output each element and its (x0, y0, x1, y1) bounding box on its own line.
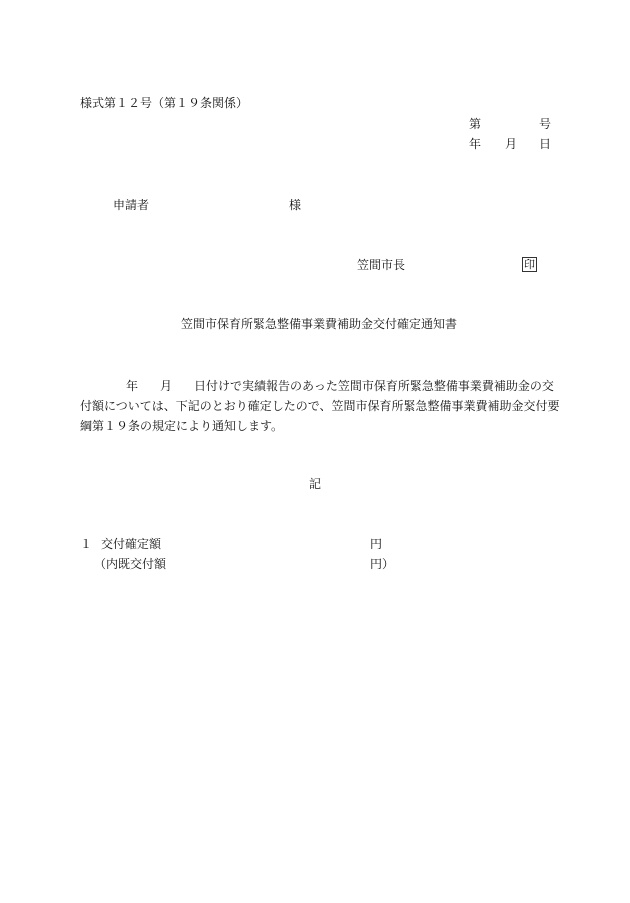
date-month: 月 (505, 137, 518, 151)
body-line-2: 付額については、下記のとおり確定したので、笠間市保育所緊急整備事業費補助金交付要 (80, 399, 560, 413)
body-month: 月 (160, 379, 173, 393)
item-1-label: 交付確定額 (101, 537, 162, 551)
body-paragraph (80, 376, 570, 436)
body-year: 年 (126, 379, 139, 393)
seal-label: 印 (524, 258, 535, 271)
date-year: 年 (469, 137, 482, 151)
number-suffix: 号 (539, 117, 552, 131)
body-line-1 (80, 376, 570, 396)
item-1-number: １ (80, 537, 93, 551)
applicant-label: 申請者 (113, 198, 150, 212)
body-line1-text: 日付けで実績報告のあった笠間市保育所緊急整備事業費補助金の交 (194, 379, 554, 393)
document-title: 笠間市保育所緊急整備事業費補助金交付確定通知書 (181, 317, 458, 331)
form-number: 様式第１２号（第１９条関係） (80, 96, 249, 110)
seal-mark (522, 257, 537, 272)
ki-label: 記 (309, 477, 322, 491)
honorific: 様 (289, 198, 302, 212)
item-1-unit: 円 (370, 537, 383, 551)
item-2-label: （内既交付額 (94, 557, 167, 571)
date-day: 日 (539, 137, 552, 151)
issuer-title: 笠間市長 (357, 258, 406, 272)
body-line-3: 綱第１９条の規定により通知します。 (80, 419, 284, 433)
number-prefix: 第 (469, 117, 482, 131)
item-2-unit: 円） (370, 557, 395, 571)
